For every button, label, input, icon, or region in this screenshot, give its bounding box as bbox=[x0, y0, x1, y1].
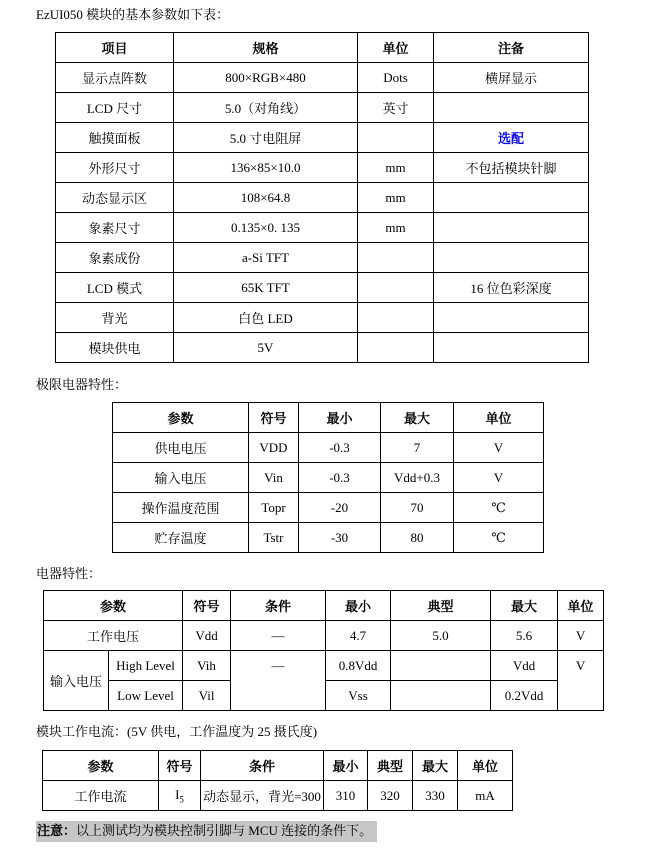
cell: Vdd bbox=[491, 651, 558, 681]
note-text: 以上测试均为模块控制引脚与 MCU 连接的条件下。 bbox=[76, 823, 373, 838]
cell: mm bbox=[358, 213, 434, 243]
table-row bbox=[56, 93, 589, 123]
limit-characteristics-table bbox=[112, 402, 544, 553]
electrical-characteristics-table bbox=[43, 590, 604, 711]
optional-config-link[interactable]: 选配 bbox=[434, 123, 589, 153]
cell: 输入电压 bbox=[44, 651, 109, 711]
cell: 英寸 bbox=[358, 93, 434, 123]
cell: LCD 尺寸 bbox=[56, 93, 174, 123]
column-header: 符号 bbox=[159, 751, 201, 781]
cell bbox=[391, 651, 491, 681]
cell bbox=[358, 303, 434, 333]
table-row bbox=[113, 523, 544, 553]
table-row bbox=[113, 493, 544, 523]
table-row bbox=[56, 123, 589, 153]
cell: 0.8Vdd bbox=[326, 651, 391, 681]
cell: -0.3 bbox=[299, 463, 381, 493]
column-header: 项目 bbox=[56, 33, 174, 63]
column-header: 单位 bbox=[358, 33, 434, 63]
note-line bbox=[36, 821, 656, 842]
column-header: 最大 bbox=[491, 591, 558, 621]
cell: 象素尺寸 bbox=[56, 213, 174, 243]
cell: 310 bbox=[324, 781, 368, 811]
cell: — bbox=[231, 621, 326, 651]
cell: 动态显示区 bbox=[56, 183, 174, 213]
cell: 5.0（对角线） bbox=[174, 93, 358, 123]
section-title-current: 模块工作电流：(5V 供电，工作温度为 25 摄氏度) bbox=[36, 724, 318, 739]
cell: V bbox=[558, 621, 604, 651]
cell: 16 位色彩深度 bbox=[434, 273, 589, 303]
cell bbox=[434, 213, 589, 243]
cell: Topr bbox=[249, 493, 299, 523]
cell: 5.0 bbox=[391, 621, 491, 651]
cell: High Level bbox=[109, 651, 183, 681]
cell bbox=[159, 781, 201, 811]
column-header: 参数 bbox=[43, 751, 159, 781]
column-header: 条件 bbox=[231, 591, 326, 621]
cell: Dots bbox=[358, 63, 434, 93]
cell: 800×RGB×480 bbox=[174, 63, 358, 93]
cell bbox=[434, 333, 589, 363]
cell: 象素成份 bbox=[56, 243, 174, 273]
cell: -20 bbox=[299, 493, 381, 523]
column-header: 规格 bbox=[174, 33, 358, 63]
cell: 工作电流 bbox=[43, 781, 159, 811]
cell: ℃ bbox=[454, 493, 544, 523]
cell: 不包括模块针脚 bbox=[434, 153, 589, 183]
cell: 输入电压 bbox=[113, 463, 249, 493]
table-row bbox=[56, 153, 589, 183]
cell: 工作电压 bbox=[44, 621, 183, 651]
cell: 136×85×10.0 bbox=[174, 153, 358, 183]
table-row bbox=[56, 243, 589, 273]
cell: mm bbox=[358, 153, 434, 183]
column-header: 最小 bbox=[324, 751, 368, 781]
cell: Vih bbox=[183, 651, 231, 681]
cell: 0.2Vdd bbox=[491, 681, 558, 711]
table-row bbox=[56, 333, 589, 363]
table-row bbox=[56, 63, 589, 93]
basic-params-table bbox=[55, 32, 589, 363]
cell: V bbox=[454, 433, 544, 463]
cell: 5.6 bbox=[491, 621, 558, 651]
cell: 0.135×0. 135 bbox=[174, 213, 358, 243]
cell: 外形尺寸 bbox=[56, 153, 174, 183]
column-header: 注备 bbox=[434, 33, 589, 63]
cell: 贮存温度 bbox=[113, 523, 249, 553]
cell: Tstr bbox=[249, 523, 299, 553]
table-row bbox=[44, 651, 604, 681]
cell: Vdd+0.3 bbox=[381, 463, 454, 493]
cell: 模块供电 bbox=[56, 333, 174, 363]
cell: 4.7 bbox=[326, 621, 391, 651]
cell: 80 bbox=[381, 523, 454, 553]
cell: 动态显示，背光=300 bbox=[201, 781, 324, 811]
table-row bbox=[44, 621, 604, 651]
cell: Vss bbox=[326, 681, 391, 711]
cell: 操作温度范围 bbox=[113, 493, 249, 523]
cell: LCD 模式 bbox=[56, 273, 174, 303]
column-header: 符号 bbox=[183, 591, 231, 621]
cell: Vdd bbox=[183, 621, 231, 651]
cell: mA bbox=[458, 781, 513, 811]
cell: 5.0 寸电阻屏 bbox=[174, 123, 358, 153]
column-header: 典型 bbox=[368, 751, 413, 781]
cell: VDD bbox=[249, 433, 299, 463]
table-header-row bbox=[56, 33, 589, 63]
cell bbox=[434, 183, 589, 213]
table-header-row bbox=[113, 403, 544, 433]
cell: V bbox=[558, 651, 604, 711]
cell bbox=[434, 243, 589, 273]
cell bbox=[358, 243, 434, 273]
column-header: 最小 bbox=[299, 403, 381, 433]
cell: 5V bbox=[174, 333, 358, 363]
column-header: 最大 bbox=[381, 403, 454, 433]
cell: -30 bbox=[299, 523, 381, 553]
cell bbox=[358, 273, 434, 303]
column-header: 符号 bbox=[249, 403, 299, 433]
cell: 7 bbox=[381, 433, 454, 463]
cell: 108×64.8 bbox=[174, 183, 358, 213]
column-header: 单位 bbox=[454, 403, 544, 433]
cell: 横屏显示 bbox=[434, 63, 589, 93]
cell: — bbox=[231, 651, 326, 711]
column-header: 单位 bbox=[558, 591, 604, 621]
cell bbox=[434, 93, 589, 123]
cell: 65K TFT bbox=[174, 273, 358, 303]
note-highlight bbox=[36, 821, 377, 842]
column-header: 最大 bbox=[413, 751, 458, 781]
table-row bbox=[56, 213, 589, 243]
cell bbox=[434, 303, 589, 333]
cell: 供电电压 bbox=[113, 433, 249, 463]
column-header: 最小 bbox=[326, 591, 391, 621]
cell: Vin bbox=[249, 463, 299, 493]
table-header-row bbox=[43, 751, 513, 781]
column-header: 单位 bbox=[458, 751, 513, 781]
note-label: 注意： bbox=[37, 823, 77, 838]
column-header: 参数 bbox=[44, 591, 183, 621]
column-header: 条件 bbox=[201, 751, 324, 781]
column-header: 典型 bbox=[391, 591, 491, 621]
cell: ℃ bbox=[454, 523, 544, 553]
symbol-text: I bbox=[175, 786, 180, 802]
table-row bbox=[43, 781, 513, 811]
table-row bbox=[56, 273, 589, 303]
table-header-row bbox=[44, 591, 604, 621]
symbol-subscript: 5 bbox=[179, 794, 184, 805]
cell: -0.3 bbox=[299, 433, 381, 463]
cell: 330 bbox=[413, 781, 458, 811]
working-current-table bbox=[42, 750, 513, 811]
cell: 显示点阵数 bbox=[56, 63, 174, 93]
cell: 70 bbox=[381, 493, 454, 523]
page-title: EzUI050 模块的基本参数如下表： bbox=[36, 7, 230, 22]
cell: Vil bbox=[183, 681, 231, 711]
cell: 白色 LED bbox=[174, 303, 358, 333]
cell: 320 bbox=[368, 781, 413, 811]
section-title-limit: 极限电器特性： bbox=[36, 377, 128, 392]
cell bbox=[358, 333, 434, 363]
column-header: 参数 bbox=[113, 403, 249, 433]
cell: Low Level bbox=[109, 681, 183, 711]
cell: a-Si TFT bbox=[174, 243, 358, 273]
cell: 背光 bbox=[56, 303, 174, 333]
table-row bbox=[56, 183, 589, 213]
cell bbox=[391, 681, 491, 711]
cell bbox=[358, 123, 434, 153]
section-title-electrical: 电器特性： bbox=[36, 566, 102, 581]
table-row bbox=[56, 303, 589, 333]
cell: mm bbox=[358, 183, 434, 213]
table-row bbox=[113, 433, 544, 463]
cell: 触摸面板 bbox=[56, 123, 174, 153]
table-row bbox=[113, 463, 544, 493]
cell: V bbox=[454, 463, 544, 493]
